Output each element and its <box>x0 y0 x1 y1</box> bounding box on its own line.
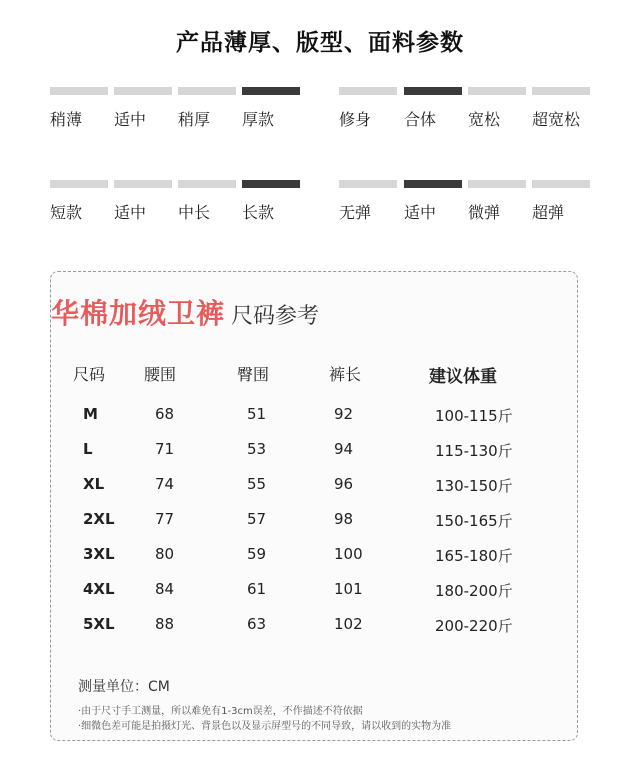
weight-cell: 200-220斤 <box>435 617 513 635</box>
thickness-option <box>178 87 236 130</box>
option-label: 稍厚 <box>178 110 211 129</box>
thickness-option <box>50 87 108 130</box>
length-option <box>178 180 236 223</box>
option-label: 适中 <box>404 203 437 222</box>
header-hip: 臀围 <box>237 365 270 384</box>
hip-cell: 59 <box>247 545 267 563</box>
option-label: 稍薄 <box>50 110 83 129</box>
waist-cell: 88 <box>155 615 175 633</box>
header-waist: 腰围 <box>144 365 177 384</box>
fit-option <box>468 87 526 130</box>
indicator-bar <box>468 180 526 188</box>
weight-cell: 130-150斤 <box>435 477 513 495</box>
option-label: 厚款 <box>242 110 275 129</box>
hip-cell: 61 <box>247 580 267 598</box>
indicator-bar <box>178 180 236 188</box>
hip-cell: 55 <box>247 475 267 493</box>
indicator-bar <box>468 87 526 95</box>
hip-cell: 53 <box>247 440 267 458</box>
size-chart-card <box>50 271 578 741</box>
weight-cell: 100-115斤 <box>435 407 513 425</box>
option-label: 宽松 <box>468 110 501 129</box>
hip-cell: 63 <box>247 615 267 633</box>
waist-cell: 71 <box>155 440 175 458</box>
indicator-bar <box>114 180 172 188</box>
waist-cell: 80 <box>155 545 175 563</box>
indicator-bar <box>339 180 397 188</box>
length-option <box>114 180 172 223</box>
elasticity-option <box>468 180 526 223</box>
option-label: 短款 <box>50 203 83 222</box>
length-cell: 102 <box>334 615 363 633</box>
size-cell: 5XL <box>83 615 115 633</box>
elasticity-option <box>404 180 462 223</box>
fit-option <box>339 87 397 130</box>
note-measurement: ·由于尺寸手工测量，所以难免有1-3cm误差，不作描述不符依据 <box>78 706 363 717</box>
length-cell: 94 <box>334 440 354 458</box>
indicator-bar <box>404 180 462 188</box>
elasticity-option <box>532 180 590 223</box>
option-label: 合体 <box>404 110 437 129</box>
indicator-bar <box>178 87 236 95</box>
indicator-bar <box>339 87 397 95</box>
length-cell: 92 <box>334 405 354 423</box>
length-option <box>50 180 108 223</box>
waist-cell: 74 <box>155 475 175 493</box>
thickness-option <box>242 87 300 130</box>
note-color: ·细微色差可能是拍摄灯光、背景色以及显示屏型号的不同导致，请以收到的实物为准 <box>78 721 452 732</box>
attribute-row-1 <box>0 87 640 147</box>
attribute-row-2 <box>0 180 640 240</box>
header-weight: 建议体重 <box>429 367 497 387</box>
size-chart-subtitle: 尺码参考 <box>231 304 320 329</box>
weight-cell: 150-165斤 <box>435 512 513 530</box>
indicator-bar <box>242 180 300 188</box>
page-title: 产品薄厚、版型、面料参数 <box>176 30 464 56</box>
fit-option <box>532 87 590 130</box>
size-cell: L <box>83 440 93 458</box>
waist-cell: 84 <box>155 580 175 598</box>
option-label: 微弹 <box>468 203 501 222</box>
option-label: 长款 <box>242 203 275 222</box>
option-label: 超宽松 <box>532 110 581 129</box>
option-label: 适中 <box>114 203 147 222</box>
indicator-bar <box>50 87 108 95</box>
size-cell: 3XL <box>83 545 115 563</box>
indicator-bar <box>242 87 300 95</box>
length-cell: 100 <box>334 545 363 563</box>
waist-cell: 68 <box>155 405 175 423</box>
measurement-unit: 测量单位：CM <box>78 679 170 695</box>
size-cell: 4XL <box>83 580 115 598</box>
length-cell: 98 <box>334 510 354 528</box>
hip-cell: 51 <box>247 405 267 423</box>
option-label: 修身 <box>339 110 372 129</box>
option-label: 中长 <box>178 203 211 222</box>
size-chart-title <box>51 292 319 332</box>
weight-cell: 180-200斤 <box>435 582 513 600</box>
indicator-bar <box>404 87 462 95</box>
weight-cell: 115-130斤 <box>435 442 513 460</box>
elasticity-option <box>339 180 397 223</box>
size-cell: 2XL <box>83 510 115 528</box>
indicator-bar <box>114 87 172 95</box>
option-label: 适中 <box>114 110 147 129</box>
weight-cell: 165-180斤 <box>435 547 513 565</box>
length-cell: 101 <box>334 580 363 598</box>
thickness-option <box>114 87 172 130</box>
size-cell: M <box>83 405 98 423</box>
product-name: 华棉加绒卫裤 <box>51 297 226 330</box>
size-cell: XL <box>83 475 105 493</box>
waist-cell: 77 <box>155 510 175 528</box>
option-label: 无弹 <box>339 203 372 222</box>
indicator-bar <box>532 180 590 188</box>
indicator-bar <box>532 87 590 95</box>
header-size: 尺码 <box>73 365 106 384</box>
hip-cell: 57 <box>247 510 267 528</box>
option-label: 超弹 <box>532 203 565 222</box>
length-option <box>242 180 300 223</box>
length-cell: 96 <box>334 475 354 493</box>
fit-option <box>404 87 462 130</box>
header-length: 裤长 <box>329 365 362 384</box>
indicator-bar <box>50 180 108 188</box>
